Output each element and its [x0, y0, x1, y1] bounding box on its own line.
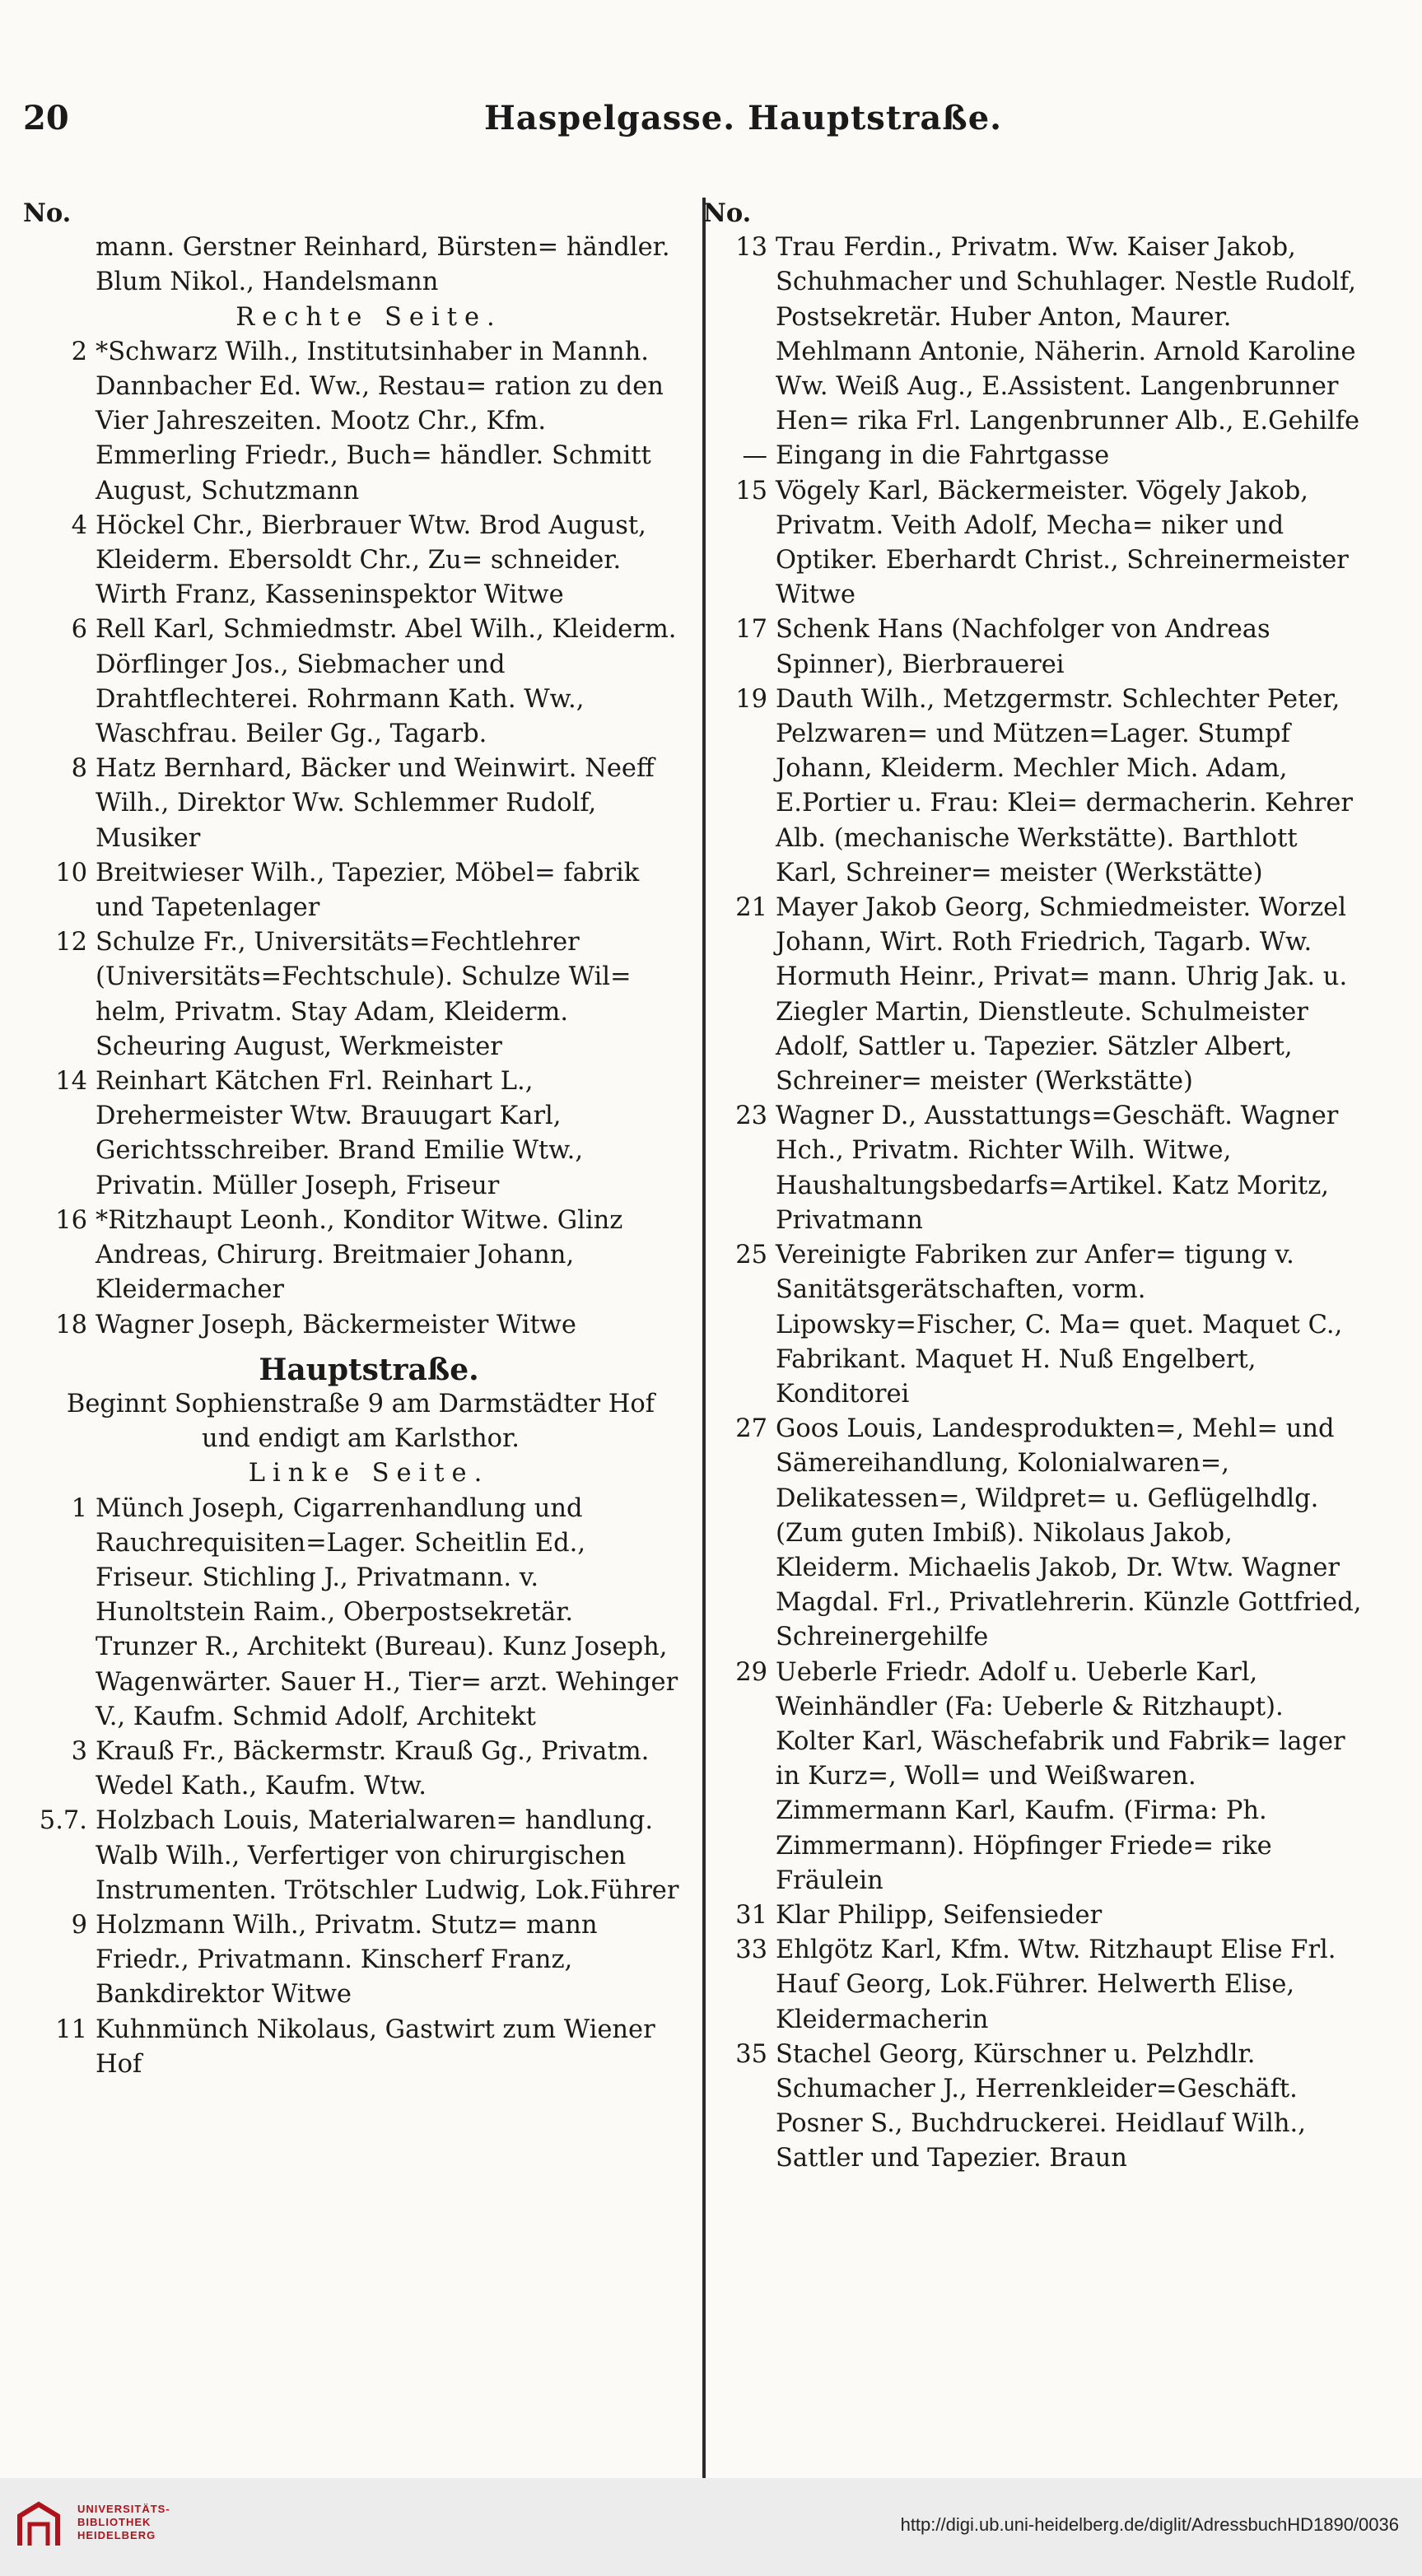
entry-text: Stachel Georg, Kürschner u. Pelzhdlr. Schumacher J., Herrenkleider=Geschäft. Posner S., Buchdruckerei. Heidlauf Wilh., Sattler und Tapezier. Braun	[776, 2039, 1306, 2173]
logo-line: HEIDELBERG	[77, 2529, 156, 2541]
list-item	[703, 891, 1362, 1099]
continued-entry	[23, 231, 682, 300]
page-number: 20	[23, 99, 69, 137]
entry-text: Holzbach Louis, Materialwaren= handlung. Walb Wilh., Verfertiger von chirurgischen Instrumenten. Trötschler Ludwig, Lok.Führer	[96, 1806, 679, 1905]
list-item	[703, 613, 1362, 682]
entry-text: Höckel Chr., Bierbrauer Wtw. Brod August, Kleiderm. Ebersoldt Chr., Zu= schneider. Wirth Franz, Kasseninspektor Witwe	[96, 510, 646, 610]
logo-line: UNIVERSITÄTS-	[77, 2503, 170, 2515]
library-logo-icon	[15, 2501, 63, 2550]
entry-text: Goos Louis, Landesprodukten=, Mehl= und Sämereihandlung, Kolonialwaren=, Delikatessen=, Wildpret= u. Geflügelhdlg. (Zum guten Imbiß). Nikolaus Jakob, Kleiderm. Michaelis Jakob, Dr. Wtw. Wagner Magdal. Frl., Privatlehrerin. Künzle Gottfried, Schreinergehilfe	[776, 1414, 1362, 1652]
entry-text: Rell Karl, Schmiedmstr. Abel Wilh., Kleiderm. Dörflinger Jos., Siebmacher und Drahtflechterei. Rohrmann Kath. Ww., Waschfrau. Beiler Gg., Tagarb.	[96, 615, 677, 749]
entry-text: Dauth Wilh., Metzgermstr. Schlechter Peter, Pelzwaren= und Mützen=Lager. Stumpf Johann, Kleiderm. Mechler Mich. Adam, E.Portier u. Frau: Klei= dermacherin. Kehrer Alb. (mechanische Werkstätte). Barthlott Karl, Schreiner= meister (Werkstätte)	[776, 684, 1353, 887]
list-item	[23, 1804, 682, 1908]
house-number: 17	[735, 615, 767, 645]
street-description: Beginnt Sophienstraße 9 am Darmstädter Hof und endigt am Karlsthor.	[66, 1389, 655, 1454]
entry-text: Wagner D., Ausstattungs=Geschäft. Wagner Hch., Privatm. Richter Wilh. Witwe, Haushaltungsbedarfs=Artikel. Katz Moritz, Privatmann	[776, 1102, 1339, 1235]
house-number: 21	[735, 893, 767, 923]
house-number: 19	[735, 684, 767, 714]
entry-text: Eingang in die Fahrtgasse	[776, 441, 1110, 471]
entry-text: Klar Philipp, Seifensieder	[776, 1900, 1103, 1930]
house-number: 4	[71, 510, 87, 540]
house-number: 13	[735, 233, 767, 263]
entry-list	[23, 1492, 682, 2082]
logo-line: BIBLIOTHEK	[77, 2516, 152, 2528]
entry-text: Wagner Joseph, Bäckermeister Witwe	[96, 1310, 576, 1339]
house-number: 25	[735, 1241, 767, 1270]
house-number: 33	[735, 1935, 767, 1965]
house-number: 10	[55, 858, 87, 887]
entry-text: Reinhart Kätchen Frl. Reinhart L., Drehermeister Wtw. Brauugart Karl, Gerichtsschreiber. Brand Emilie Wtw., Privatin. Müller Joseph, Friseur	[96, 1067, 584, 1200]
list-item	[23, 856, 682, 925]
list-item	[23, 1204, 682, 1308]
house-number: 11	[55, 2015, 87, 2044]
list-item	[23, 1064, 682, 1204]
house-number: 5.7.	[39, 1806, 87, 1836]
list-item	[23, 613, 682, 752]
entry-text: Krauß Fr., Bäckermstr. Krauß Gg., Privatm. Wedel Kath., Kaufm. Wtw.	[96, 1736, 650, 1801]
entry-list	[23, 335, 682, 1343]
house-number: 2	[71, 337, 87, 366]
list-item	[703, 474, 1362, 613]
entry-text: Ehlgötz Karl, Kfm. Wtw. Ritzhaupt Elise Frl. Hauf Georg, Lok.Führer. Helwerth Elise, Kleidermacherin	[776, 1935, 1336, 2034]
list-item	[23, 1735, 682, 1804]
entry-text: Breitwieser Wilh., Tapezier, Möbel= fabrik und Tapetenlager	[96, 858, 640, 923]
list-item	[23, 1908, 682, 2013]
house-number: 8	[71, 754, 87, 784]
entry-text: Vögely Karl, Bäckermeister. Vögely Jakob, Privatm. Veith Adolf, Mecha= niker und Optiker. Eberhardt Christ., Schreinermeister Witwe	[776, 476, 1349, 610]
house-number: 18	[55, 1310, 87, 1339]
column-label: No.	[23, 198, 72, 228]
entry-text: Schenk Hans (Nachfolger von Andreas Spinner), Bierbrauerei	[776, 615, 1270, 679]
list-item	[703, 1412, 1362, 1655]
entry-list	[703, 231, 1362, 2176]
house-number: 6	[71, 615, 87, 645]
list-item	[703, 1099, 1362, 1238]
side-heading-right: Rechte Seite.	[235, 302, 502, 332]
list-item	[703, 1933, 1362, 2038]
entry-text: Ueberle Friedr. Adolf u. Ueberle Karl, Weinhändler (Fa: Ueberle & Ritzhaupt). Kolter Karl, Wäschefabrik und Fabrik= lager in Kurz=, Woll= und Weißwaren. Zimmermann Karl, Kaufm. (Firma: Ph. Zimmermann). Höpfinger Friede= rike Fräulein	[776, 1657, 1345, 1895]
house-number: 16	[55, 1205, 87, 1235]
list-item	[703, 1898, 1362, 1933]
house-number: 27	[735, 1414, 767, 1444]
list-item	[23, 752, 682, 856]
side-heading-left: Linke Seite.	[248, 1459, 490, 1488]
house-number: 12	[55, 928, 87, 957]
house-number: 9	[71, 1910, 87, 1940]
list-item	[703, 1238, 1362, 1412]
entry-text: mann. Gerstner Reinhard, Bürsten= händler. Blum Nikol., Handelsmann	[96, 233, 670, 297]
house-number: 31	[735, 1900, 767, 1930]
house-number: 35	[735, 2039, 767, 2069]
house-number: 1	[71, 1493, 87, 1523]
street-title: Hauptstraße.	[259, 1352, 479, 1387]
list-item	[703, 2038, 1362, 2177]
list-item	[23, 925, 682, 1064]
entry-text: Trau Ferdin., Privatm. Ww. Kaiser Jakob, Schuhmacher und Schuhlager. Nestle Rudolf, Postsekretär. Huber Anton, Maurer. Mehlmann Antonie, Näherin. Arnold Karoline Ww. Weiß Aug., E.Assistent. Langenbrunner Hen= rika Frl. Langenbrunner Alb., E.Gehilfe	[776, 233, 1360, 436]
entry-text: Hatz Bernhard, Bäcker und Weinwirt. Neeff Wilh., Direktor Ww. Schlemmer Rudolf, Musiker	[96, 754, 655, 853]
entry-text: Schulze Fr., Universitäts=Fechtlehrer (Universitäts=Fechtschule). Schulze Wil= helm, Privatm. Stay Adam, Kleiderm. Scheuring August, Werkmeister	[96, 928, 632, 1061]
list-item	[23, 509, 682, 613]
page-header	[23, 99, 1390, 156]
right-column	[703, 196, 1362, 2177]
entry-text: Münch Joseph, Cigarrenhandlung und Rauchrequisiten=Lager. Scheitlin Ed., Friseur. Stichling J., Privatmann. v. Hunoltstein Raim., Oberpostsekretär. Trunzer R., Architekt (Bureau). Kunz Joseph, Wagenwärter. Sauer H., Tier= arzt. Wehinger V., Kaufm. Schmid Adolf, Architekt	[96, 1493, 678, 1731]
house-number: 14	[55, 1067, 87, 1097]
list-item	[703, 1656, 1362, 1898]
list-item	[23, 1308, 682, 1343]
list-item	[703, 682, 1362, 891]
house-number: 15	[735, 476, 767, 505]
entry-text: Kuhnmünch Nikolaus, Gastwirt zum Wiener Hof	[96, 2015, 655, 2079]
house-number: 29	[735, 1657, 767, 1687]
house-number: 3	[71, 1736, 87, 1766]
library-logo-text	[77, 2503, 170, 2542]
entry-text: *Schwarz Wilh., Institutsinhaber in Mannh. Dannbacher Ed. Ww., Restau= ration zu den Vier Jahreszeiten. Mootz Chr., Kfm. Emmerling Friedr., Buch= händler. Schmitt August, Schutzmann	[96, 337, 664, 505]
entry-text: Holzmann Wilh., Privatm. Stutz= mann Friedr., Privatmann. Kinscherf Franz, Bankdirektor Witwe	[96, 1910, 598, 2010]
source-link[interactable]: http://digi.ub.uni-heidelberg.de/diglit/AdressbuchHD1890/0036	[900, 2514, 1399, 2535]
house-number: 23	[735, 1102, 767, 1131]
entry-text: *Ritzhaupt Leonh., Konditor Witwe. Glinz Andreas, Chirurg. Breitmaier Johann, Kleidermacher	[96, 1205, 623, 1305]
list-item	[703, 439, 1362, 473]
entry-text: Mayer Jakob Georg, Schmiedmeister. Worzel Johann, Wirt. Roth Friedrich, Tagarb. Ww. Hormuth Heinr., Privat= mann. Uhrig Jak. u. Ziegler Martin, Dienstleute. Schulmeister Adolf, Sattler u. Tapezier. Sätzler Albert, Schreiner= meister (Werkstätte)	[776, 893, 1348, 1097]
entry-text: Vereinigte Fabriken zur Anfer= tigung v. Sanitätsgerätschaften, vorm. Lipowsky=Fischer, C. Ma= quet. Maquet C., Fabrikant. Maquet H. Nuß Engelbert, Konditorei	[776, 1241, 1343, 1409]
list-item	[23, 1492, 682, 1735]
list-item	[23, 2013, 682, 2082]
library-footer	[0, 2478, 1422, 2576]
left-column	[23, 196, 682, 2082]
house-number: —	[742, 441, 767, 471]
column-label: No.	[703, 198, 752, 228]
list-item	[23, 335, 682, 509]
running-head: Haspelgasse. Hauptstraße.	[484, 99, 1003, 137]
list-item	[703, 231, 1362, 439]
